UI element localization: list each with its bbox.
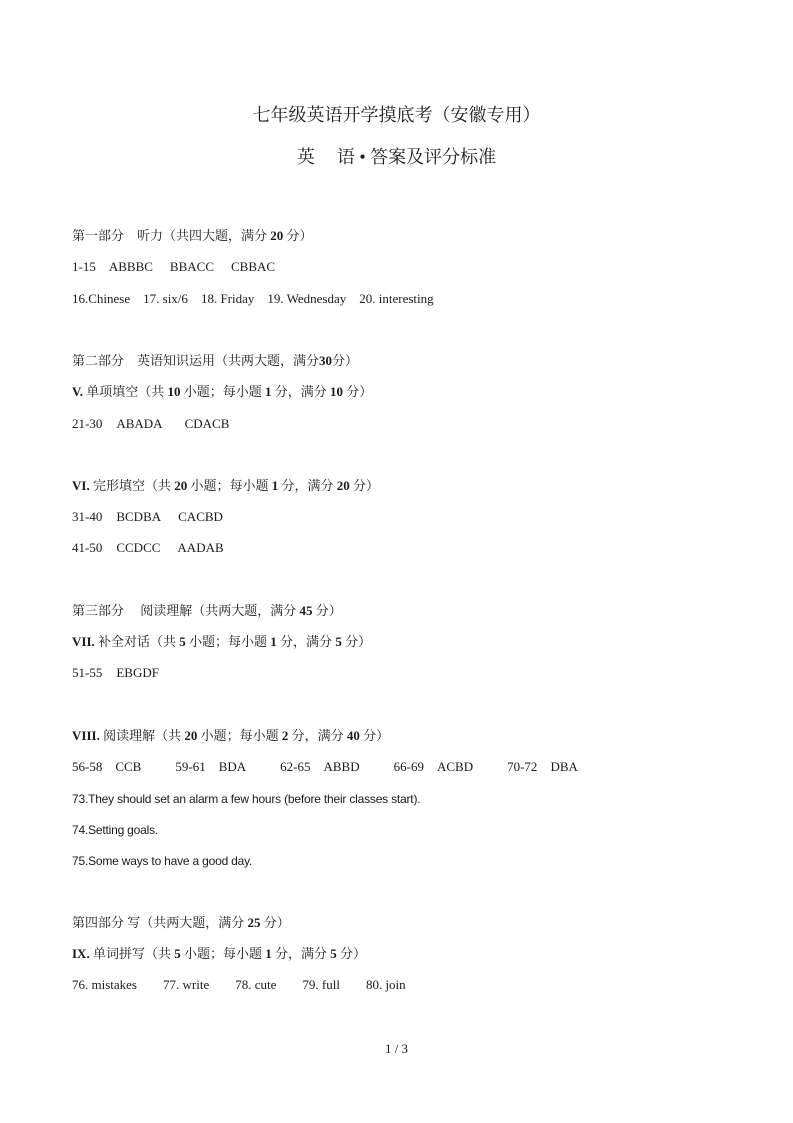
answer-75: 75.Some ways to have a good day. [72,854,253,868]
section-vi-heading: VI. 完形填空（共 20 小题；每小题 1 分，满分 20 分） [72,478,380,493]
answer-row-76-80: 76. mistakes 77. write 78. cute 79. full 80. join [72,977,406,992]
part2-heading: 第二部分 英语知识运用（共两大题，满分30分） [72,353,359,368]
answer-row-21-30: 21-30 ABADA CDACB [72,416,230,431]
section-ix-heading: IX. 单词拼写（共 5 小题；每小题 1 分，满分 5 分） [72,946,367,961]
subtitle-part-b: 语 • 答案及评分标准 [336,147,497,167]
part3-heading: 第三部分 阅读理解（共两大题，满分 45 分） [72,603,342,618]
answer-row-1-15: 1-15 ABBBC BBACC CBBAC [72,259,276,274]
answer-73: 73.They should set an alarm a few hours (before their classes start). [72,792,421,806]
document-title: 七年级英语开学摸底考（安徽专用） [252,105,541,125]
subtitle-part-a: 英 [296,147,315,167]
part4-heading: 第四部分 写（共两大题，满分 25 分） [72,915,290,930]
section-vii-heading: VII. 补全对话（共 5 小题；每小题 1 分，满分 5 分） [72,634,372,649]
answer-row-16-20: 16.Chinese 17. six/6 18. Friday 19. Wednesday 20. interesting [72,291,434,306]
answer-row-41-50: 41-50 CCDCC AADAB [72,540,224,555]
section-v-heading: V. 单项填空（共 10 小题；每小题 1 分，满分 10 分） [72,384,373,399]
answer-74: 74.Setting goals. [72,823,158,837]
answer-row-51-55: 51-55 EBGDF [72,665,159,680]
answer-row-31-40: 31-40 BCDBA CACBD [72,509,223,524]
section-viii-heading: VIII. 阅读理解（共 20 小题；每小题 2 分，满分 40 分） [72,728,390,743]
document-subtitle [0,146,793,168]
page-number: 1 / 3 [384,1041,409,1056]
part1-heading: 第一部分 听力（共四大题，满分 20 分） [72,228,313,243]
answer-row-56-72: 56-58 CCB 59-61 BDA 62-65 ABBD 66-69 ACBD 70-72 DBA [72,759,578,774]
